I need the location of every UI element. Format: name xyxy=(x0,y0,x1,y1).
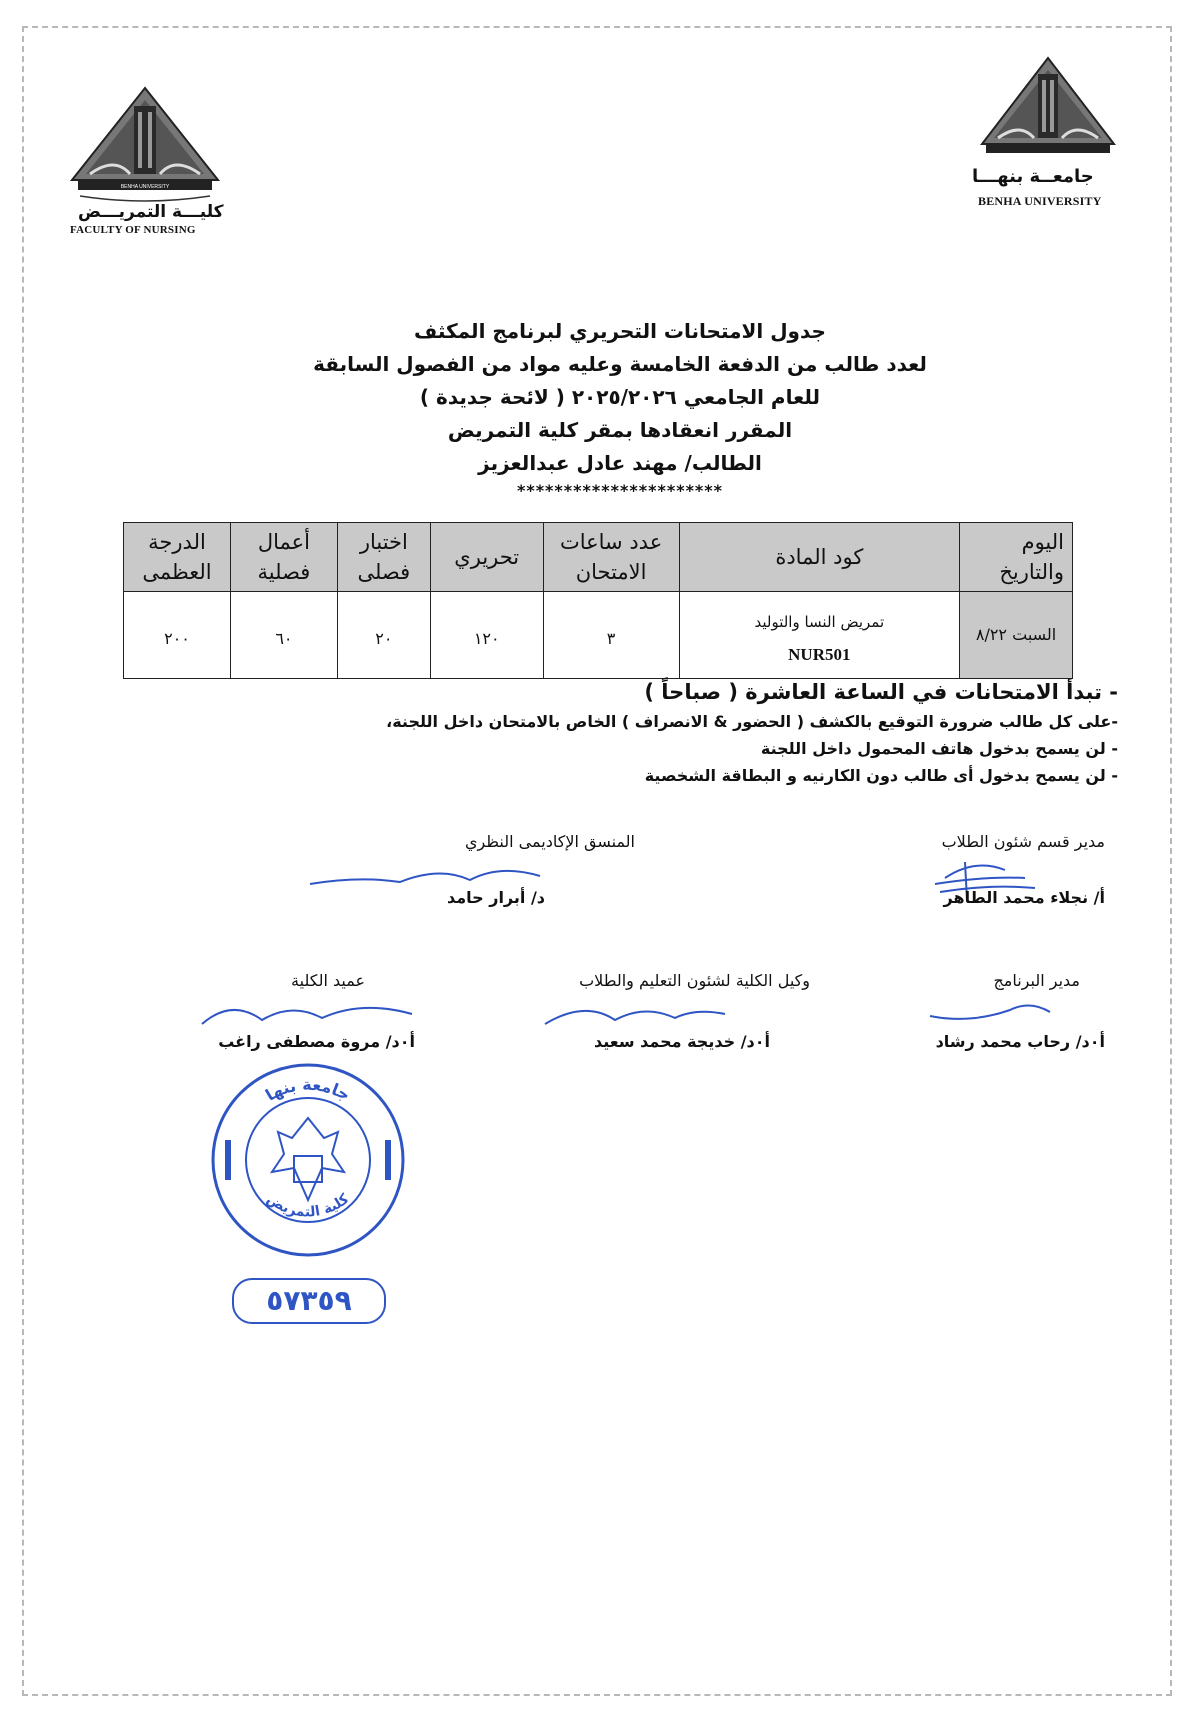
note-attendance: -على كل طالب ضرورة التوقيع بالكشف ( الحضور & الانصراف ) الخاص بالامتحان داخل اللجنة، xyxy=(386,712,1118,731)
header-written: تحريري xyxy=(430,523,543,592)
table-row xyxy=(124,592,1073,679)
dean-role: عميد الكلية xyxy=(291,971,365,990)
header-max-score: الدرجة العظمى xyxy=(124,523,231,592)
cell-max-score: ٢٠٠ xyxy=(124,592,231,679)
note-id-required: - لن يسمح بدخول أى طالب دون الكارنيه و البطاقة الشخصية xyxy=(644,766,1118,785)
student-affairs-name: أ/ نجلاء محمد الطاهر xyxy=(943,888,1105,907)
seal-top-text: جامعة بنها xyxy=(262,1074,354,1105)
stars-divider: ********************** xyxy=(516,481,724,500)
header-exam-hours: عدد ساعات الامتحان xyxy=(543,523,679,592)
title-line-3: للعام الجامعي ٢٠٢٥/٢٠٢٦ ( لائحة جديدة ) xyxy=(419,385,821,409)
header-coursework: أعمال فصلية xyxy=(230,523,337,592)
university-logo-en: BENHA UNIVERSITY xyxy=(978,194,1102,208)
program-director-name: أ٠د/ رحاب محمد رشاد xyxy=(935,1032,1105,1051)
academic-coordinator-name: د/ أبرار حامد xyxy=(446,888,545,907)
note-no-phone: - لن يسمح بدخول هاتف المحمول داخل اللجنة xyxy=(760,739,1118,758)
seal-bottom-text: كلية التمريض xyxy=(263,1190,353,1221)
university-emblem-icon xyxy=(980,56,1116,156)
cell-subject xyxy=(679,592,960,679)
faculty-logo-en: FACULTY OF NURSING xyxy=(70,224,196,236)
stamp-number-box xyxy=(232,1278,386,1324)
academic-coordinator-role: المنسق الإكاديمى النظري xyxy=(464,832,635,851)
university-logo-ar: جامعــة بنهـــا xyxy=(972,166,1094,187)
note-start-time: - تبدأ الامتحانات في الساعة العاشرة ( صباحاً ) xyxy=(644,680,1118,704)
table-header-row xyxy=(124,523,1073,592)
subject-code: NUR501 xyxy=(788,645,851,664)
cell-written: ١٢٠ xyxy=(430,592,543,679)
student-affairs-role: مدير قسم شئون الطلاب xyxy=(941,832,1105,851)
subject-name: تمريض النسا والتوليد xyxy=(754,613,885,631)
cell-day-date: السبت ٨/٢٢ xyxy=(960,592,1073,679)
program-director-role: مدير البرنامج xyxy=(993,971,1080,990)
program-director-signature-icon xyxy=(920,990,1070,1030)
student-name: الطالب/ مهند عادل عبدالعزيز xyxy=(478,451,762,475)
faculty-emblem-text: BENHA UNIVERSITY xyxy=(120,184,170,190)
svg-text:كلية التمريض xyxy=(264,1190,353,1220)
stamp-number: ٥٧٣٥٩ xyxy=(266,1284,352,1317)
cell-coursework: ٦٠ xyxy=(230,592,337,679)
exam-notes xyxy=(118,676,1118,789)
faculty-logo-ar: كليـــة التمريـــض xyxy=(78,202,224,222)
cell-quiz: ٢٠ xyxy=(337,592,430,679)
title-line-4: المقرر انعقادها بمقر كلية التمريض xyxy=(447,418,793,442)
faculty-emblem-icon xyxy=(70,86,220,204)
dean-name: أ٠د/ مروة مصطفى راغب xyxy=(218,1032,415,1051)
official-seal-icon xyxy=(208,1060,408,1260)
header-subject-code: كود المادة xyxy=(679,523,960,592)
university-logo xyxy=(980,56,1116,156)
vice-dean-role: وكيل الكلية لشئون التعليم والطلاب xyxy=(579,971,810,990)
title-line-2: لعدد طالب من الدفعة الخامسة وعليه مواد من الفصول السابقة xyxy=(313,352,927,376)
exam-schedule-table xyxy=(123,522,1073,679)
document-title xyxy=(300,315,940,502)
title-line-1: جدول الامتحانات التحريري لبرنامج المكثف xyxy=(414,319,826,343)
vice-dean-name: أ٠د/ خديجة محمد سعيد xyxy=(594,1032,770,1051)
cell-exam-hours: ٣ xyxy=(543,592,679,679)
header-day-date: اليوم والتاريخ xyxy=(960,523,1073,592)
svg-text:جامعة بنها xyxy=(262,1075,353,1105)
header-quiz: اختبار فصلى xyxy=(337,523,430,592)
faculty-logo xyxy=(70,86,220,204)
